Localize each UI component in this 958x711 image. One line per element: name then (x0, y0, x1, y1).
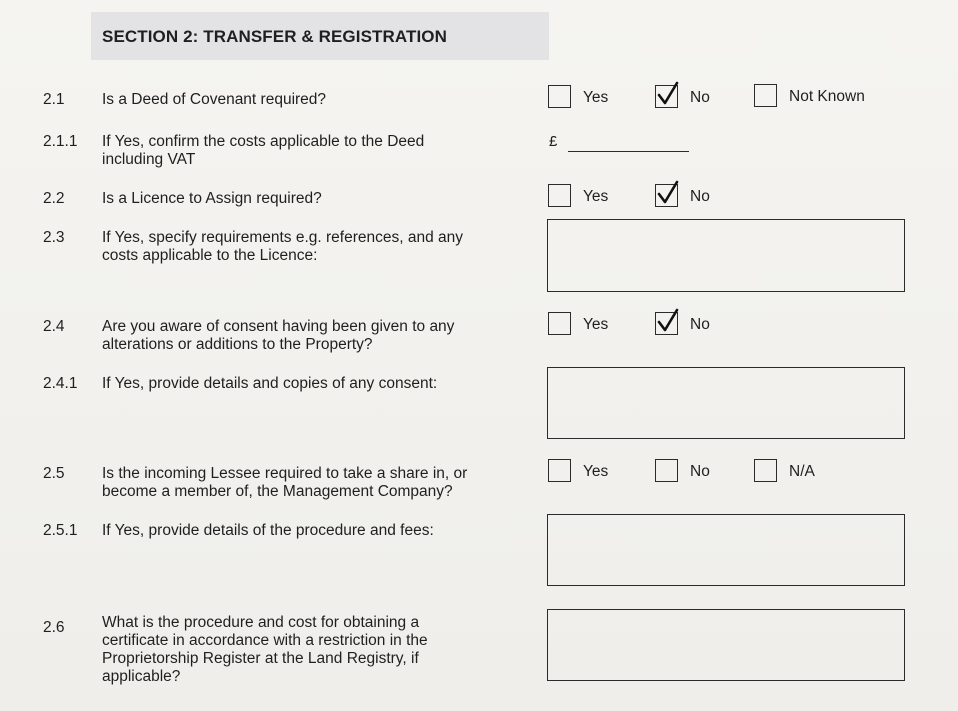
currency-symbol: £ (549, 133, 558, 150)
question-text-2-6: What is the procedure and cost for obtaining a certificate in accordance with a restriction in the Proprietorship Register at the Land Registry, if applicable? (102, 614, 428, 685)
question-text-2-3: If Yes, specify requirements e.g. references, and any costs applicable to the Licence: (102, 229, 464, 264)
question-number-2-1-1: 2.1.1 (43, 133, 78, 150)
question-number-2-1: 2.1 (43, 91, 65, 108)
consent-given-yes-checkbox[interactable] (548, 312, 571, 335)
deed-of-covenant-no-checkbox[interactable] (655, 85, 678, 108)
management-company-na-checkbox[interactable] (754, 459, 777, 482)
deed-of-covenant-yes-checkbox[interactable] (548, 85, 571, 108)
section-title: SECTION 2: TRANSFER & REGISTRATION (91, 12, 549, 60)
question-text-2-4: Are you aware of consent having been given to any alterations or additions to the Property? (102, 318, 455, 353)
licence-to-assign-yes-checkbox[interactable] (548, 184, 571, 207)
deed-cost-field[interactable] (568, 151, 689, 152)
management-company-yes-checkbox[interactable] (548, 459, 571, 482)
checkmark-icon (657, 81, 679, 107)
question-number-2-4-1: 2.4.1 (43, 375, 78, 392)
management-company-no-checkbox[interactable] (655, 459, 678, 482)
question-number-2-5-1: 2.5.1 (43, 522, 78, 539)
checkmark-icon (657, 308, 679, 334)
certificate-procedure-textbox[interactable] (547, 609, 905, 681)
licence-requirements-textbox[interactable] (547, 219, 905, 292)
management-company-yes-label: Yes (583, 463, 609, 480)
deed-of-covenant-no-label: No (690, 89, 710, 106)
question-text-2-1: Is a Deed of Covenant required? (102, 91, 327, 108)
question-text-2-1-1: If Yes, confirm the costs applicable to the Deed including VAT (102, 133, 425, 168)
procedure-fees-textbox[interactable] (547, 514, 905, 586)
question-text-2-4-1: If Yes, provide details and copies of any consent: (102, 375, 438, 392)
consent-given-no-label: No (690, 316, 710, 333)
management-company-no-label: No (690, 463, 710, 480)
deed-of-covenant-not-known-label: Not Known (789, 88, 865, 105)
management-company-na-label: N/A (789, 463, 815, 480)
question-text-2-5-1: If Yes, provide details of the procedure and fees: (102, 522, 434, 539)
question-number-2-5: 2.5 (43, 465, 65, 482)
question-text-2-5: Is the incoming Lessee required to take a share in, or become a member of, the Management Company? (102, 465, 468, 500)
licence-to-assign-no-checkbox[interactable] (655, 184, 678, 207)
question-number-2-4: 2.4 (43, 318, 65, 335)
consent-details-textbox[interactable] (547, 367, 905, 439)
question-number-2-2: 2.2 (43, 190, 65, 207)
licence-to-assign-no-label: No (690, 188, 710, 205)
licence-to-assign-yes-label: Yes (583, 188, 609, 205)
consent-given-yes-label: Yes (583, 316, 609, 333)
deed-of-covenant-yes-label: Yes (583, 89, 609, 106)
deed-of-covenant-not-known-checkbox[interactable] (754, 84, 777, 107)
question-number-2-6: 2.6 (43, 619, 65, 636)
question-number-2-3: 2.3 (43, 229, 65, 246)
checkmark-icon (657, 180, 679, 206)
question-text-2-2: Is a Licence to Assign required? (102, 190, 322, 207)
consent-given-no-checkbox[interactable] (655, 312, 678, 335)
